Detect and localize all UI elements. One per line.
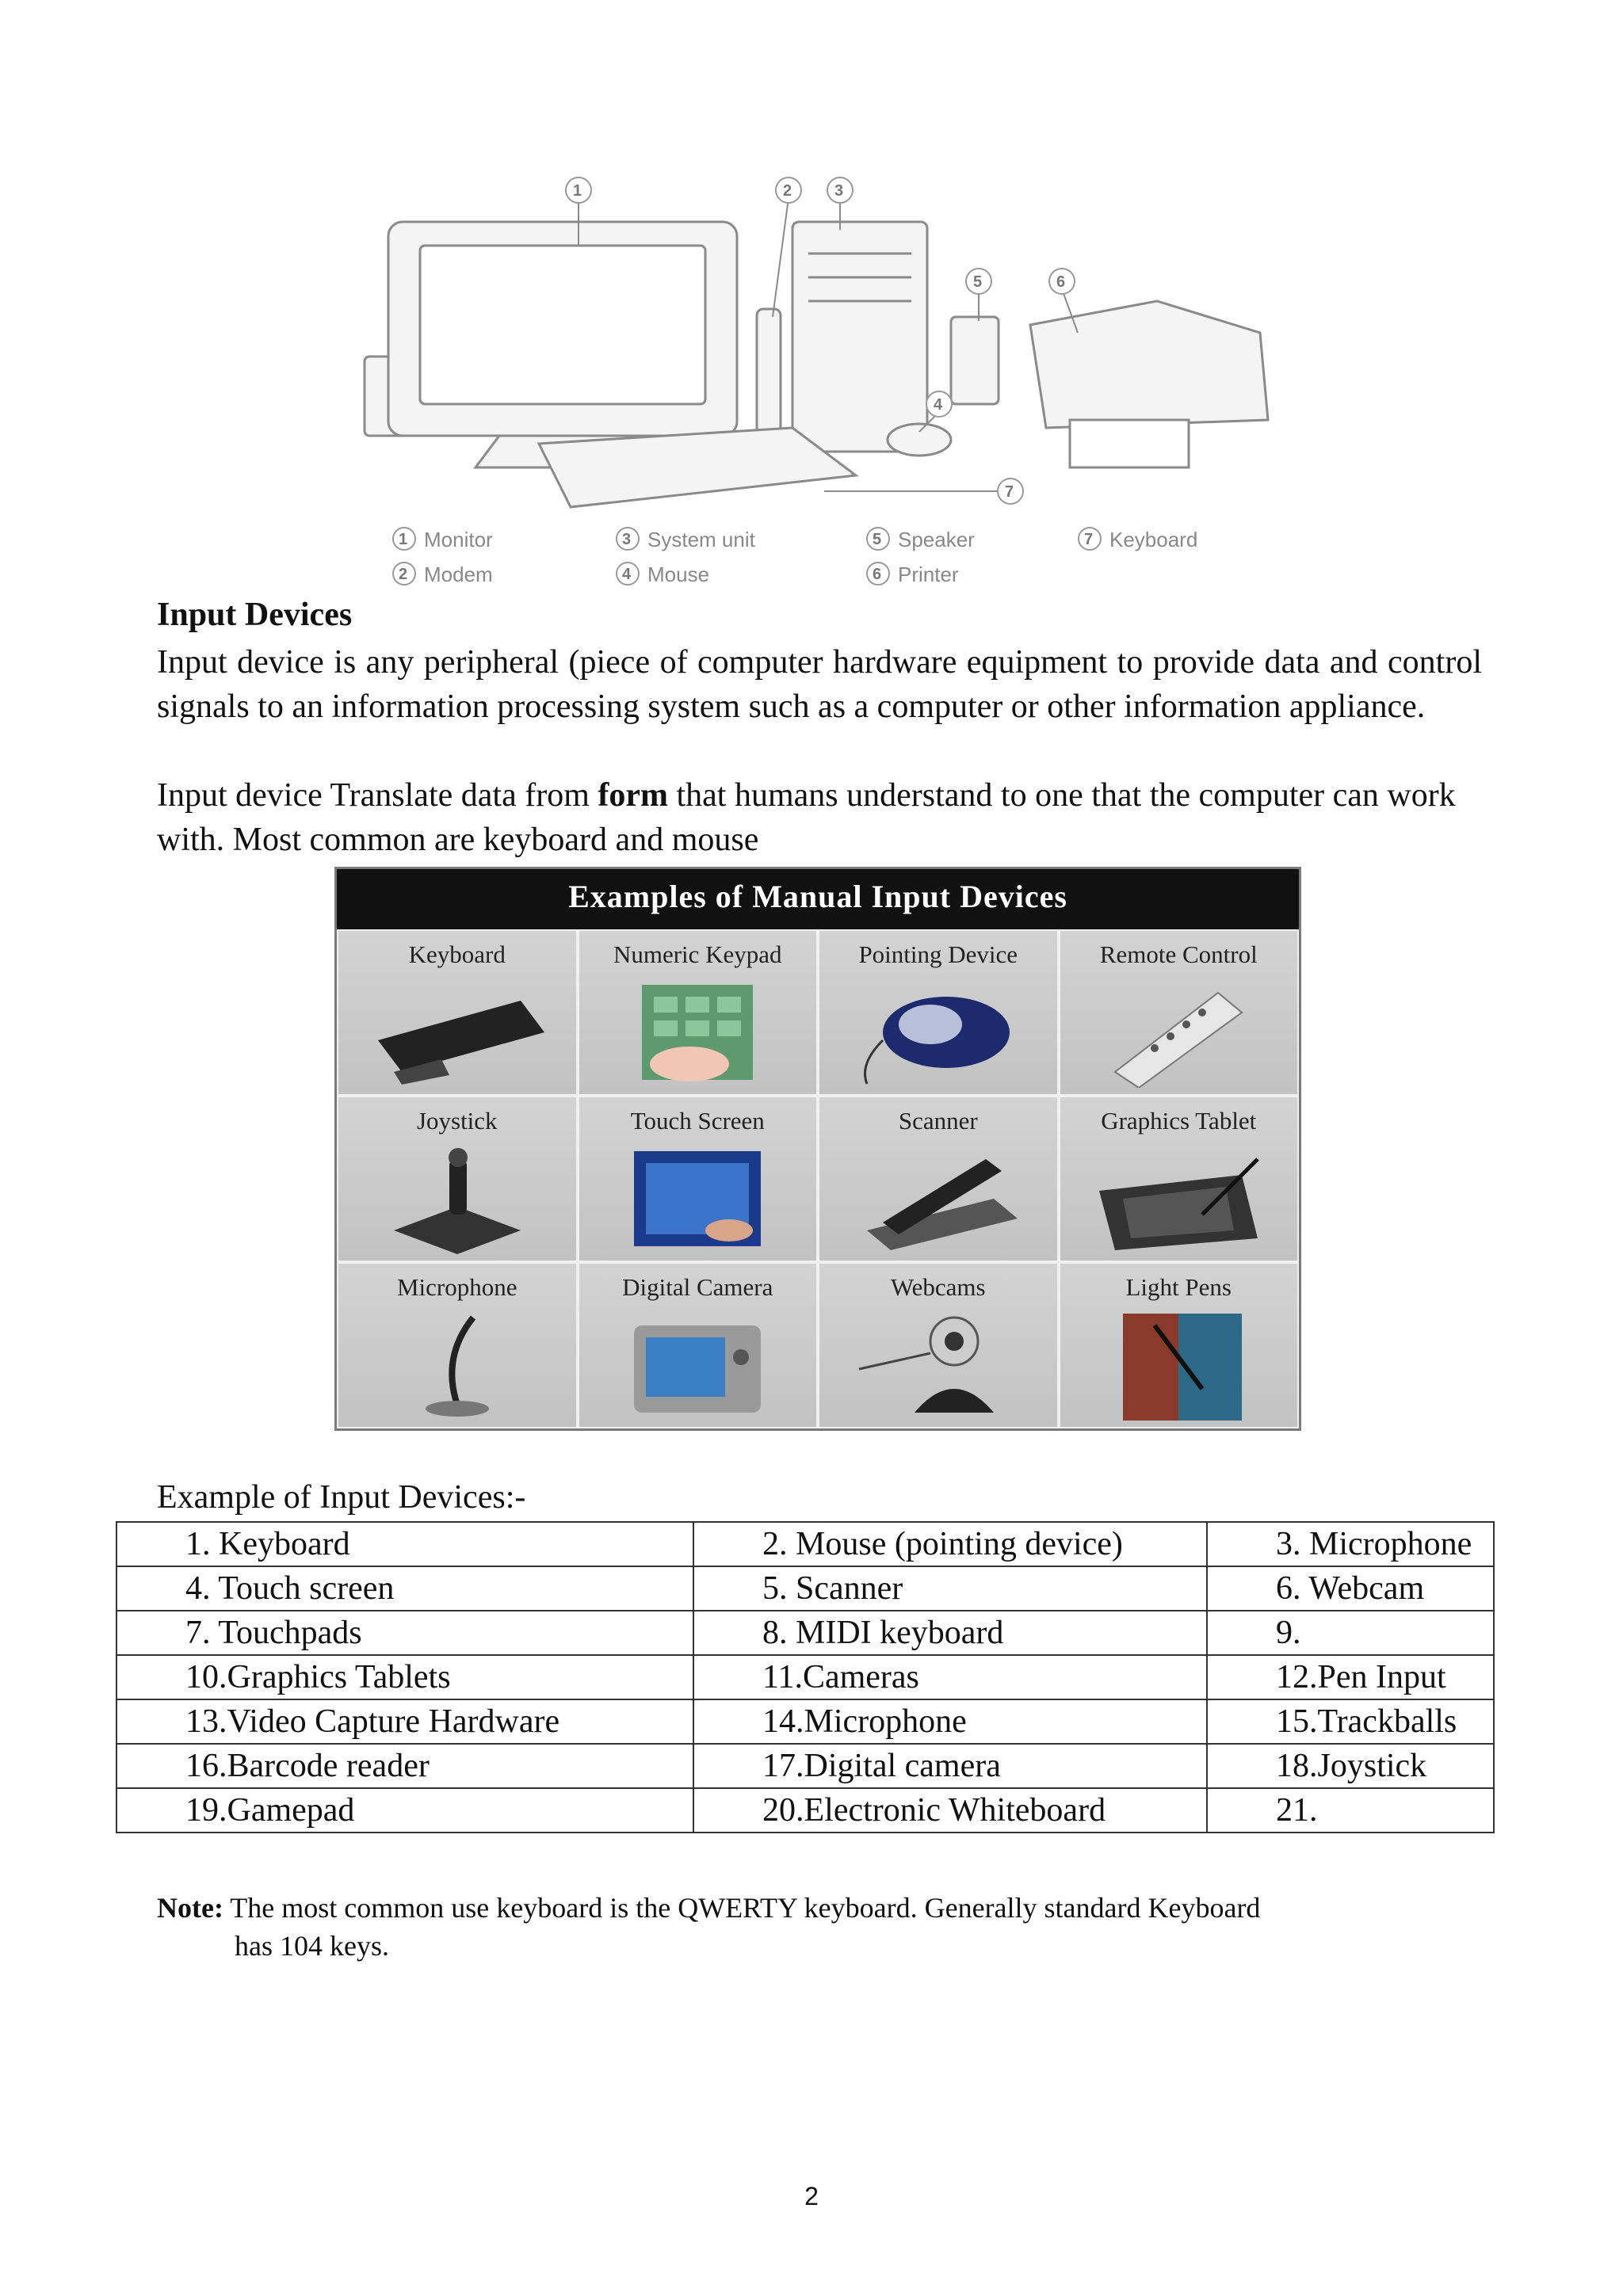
table-row [116,1655,1494,1699]
table-cell: 16.Barcode reader [116,1744,693,1788]
table-cell: 21. [1207,1788,1494,1833]
table-cell: 5. Scanner [693,1566,1207,1611]
table-cell: 7. Touchpads [116,1611,693,1655]
device-label: Numeric Keypad [613,940,782,968]
svg-text:6: 6 [1056,273,1066,291]
printer-icon [1030,301,1268,428]
device-label: Webcams [890,1273,986,1301]
table-cell: 12.Pen Input [1207,1655,1494,1699]
table-cell: 8. MIDI keyboard [693,1611,1207,1655]
svg-text:6: 6 [873,566,882,583]
svg-text:7: 7 [1005,483,1014,501]
keyboard-icon [362,977,552,1088]
device-label: Microphone [396,1273,517,1301]
touch-screen-icon [602,1143,792,1254]
device-cell [1059,929,1300,1096]
para-bold-word: form [598,777,668,814]
note-text: The most common use keyboard is the QWERTY keyboard. Generally standard Keyboard [223,1892,1261,1924]
digital-camera-icon [602,1310,792,1421]
svg-text:5: 5 [873,531,882,548]
device-cell [337,1096,578,1262]
scanner-icon [843,1143,1033,1254]
svg-text:2: 2 [399,566,408,583]
svg-text:1: 1 [573,182,582,200]
table-cell: 19.Gamepad [116,1788,693,1833]
svg-text:7: 7 [1084,531,1094,548]
svg-text:4: 4 [934,396,943,414]
para-text: that humans understand to one that the computer can work with. Most common are keyboard and mouse [157,777,1456,858]
note-label: Note: [157,1892,223,1924]
device-label: Light Pens [1125,1273,1232,1301]
table-cell: 14.Microphone [693,1699,1207,1744]
device-label: Remote Control [1099,940,1258,968]
section-heading: Input Devices [157,597,353,633]
devices-grid [337,929,1299,1428]
device-cell [578,1262,819,1428]
device-label: Pointing Device [858,940,1018,968]
device-cell [1059,1096,1300,1262]
svg-text:2: 2 [783,182,792,200]
svg-text:1: 1 [399,531,408,548]
legend-item [617,528,756,551]
keyboard-icon [539,428,856,507]
webcam-icon [843,1310,1033,1421]
device-cell [818,1262,1059,1428]
table-cell: 9. [1207,1611,1494,1655]
mouse-icon [888,424,951,456]
svg-text:3: 3 [834,182,844,200]
computer-components-figure [349,158,1284,602]
table-cell: 17.Digital camera [693,1744,1207,1788]
svg-text:5: 5 [973,273,983,291]
device-cell [337,1262,578,1428]
graphics-tablet-icon [1083,1143,1274,1254]
translation-paragraph [157,773,1482,862]
input-devices-table [116,1521,1495,1833]
system-unit-icon [792,222,927,452]
speaker-right-icon [951,317,999,404]
table-row [116,1744,1494,1788]
device-cell [578,1096,819,1262]
svg-text:System unit: System unit [647,528,755,551]
remote-control-icon [1083,977,1274,1088]
microphone-icon [362,1310,552,1421]
table-row [116,1566,1494,1611]
svg-text:Speaker: Speaker [898,528,975,551]
table-cell: 4. Touch screen [116,1566,693,1611]
svg-text:Monitor: Monitor [424,528,493,551]
page-number: 2 [804,2182,819,2210]
table-cell: 1. Keyboard [116,1522,693,1566]
device-cell [1059,1262,1300,1428]
joystick-icon [362,1143,552,1254]
table-cell: 3. Microphone [1207,1522,1494,1566]
table-cell: 20.Electronic Whiteboard [693,1788,1207,1833]
table-cell: 2. Mouse (pointing device) [693,1522,1207,1566]
mouse-icon [843,977,1033,1088]
note-text-continued: has 104 keys. [235,1930,389,1962]
table-cell: 6. Webcam [1207,1566,1494,1611]
para-text: Input device Translate data from [157,777,598,814]
device-cell [818,929,1059,1096]
svg-text:Mouse: Mouse [647,563,710,586]
figure-title: Examples of Manual Input Devices [337,869,1299,929]
table-cell: 11.Cameras [693,1655,1207,1699]
device-cell [578,929,819,1096]
legend-item [393,528,493,551]
device-label: Digital Camera [622,1273,773,1301]
device-label: Touch Screen [630,1107,765,1135]
numeric-keypad-icon [602,977,792,1088]
table-cell: 10.Graphics Tablets [116,1655,693,1699]
legend-item [617,563,709,586]
legend-item [867,528,975,551]
table-row [116,1699,1494,1744]
svg-text:Printer: Printer [898,563,959,586]
table-caption: Example of Input Devices:- [157,1479,526,1516]
table-row [116,1788,1494,1833]
svg-text:3: 3 [622,531,632,548]
device-cell [818,1096,1059,1262]
table-row [116,1611,1494,1655]
legend-item [867,563,959,586]
device-cell [337,929,578,1096]
table-cell: 15.Trackballs [1207,1699,1494,1744]
device-label: Scanner [898,1107,978,1135]
figure-legend [393,528,1197,586]
legend-item [393,563,493,586]
modem-icon [757,309,781,436]
legend-item [1079,528,1197,551]
table-row [116,1522,1494,1566]
device-label: Keyboard [408,940,506,968]
device-label: Joystick [416,1107,498,1135]
device-label: Graphics Tablet [1101,1107,1257,1135]
table-cell: 18.Joystick [1207,1744,1494,1788]
light-pen-icon [1083,1310,1274,1421]
manual-input-devices-figure [334,867,1301,1431]
computer-system-illustration [349,158,1284,602]
definition-paragraph: Input device is any peripheral (piece of computer hardware equipment to provide data and control signals to an information processing system such as a computer or other information appliance. [157,644,1482,725]
table-cell: 13.Video Capture Hardware [116,1699,693,1744]
svg-text:4: 4 [622,566,632,583]
svg-text:Keyboard: Keyboard [1109,528,1198,551]
svg-text:Modem: Modem [424,563,493,586]
note [157,1889,1488,1965]
